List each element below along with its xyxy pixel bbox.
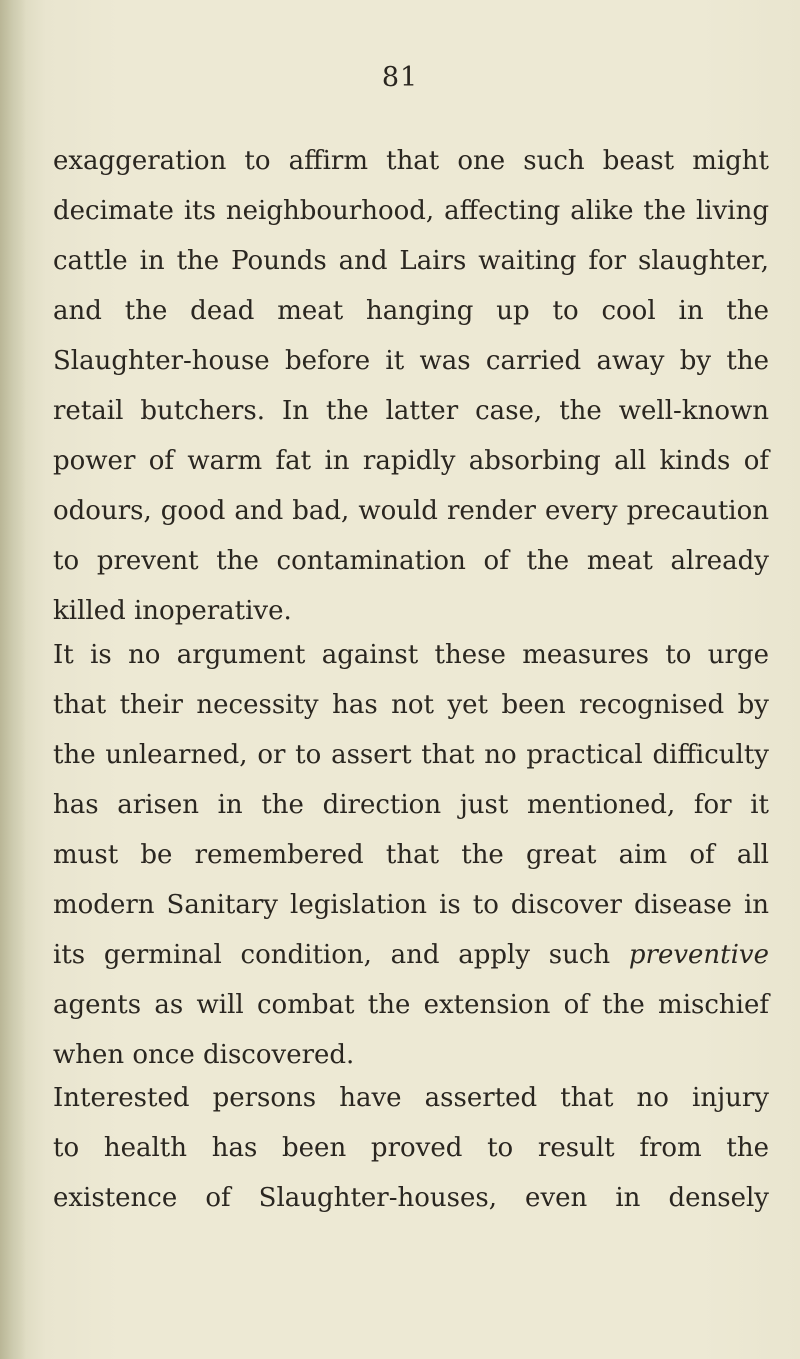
text-line: must be remembered that the great aim of all <box>53 840 769 870</box>
text-line: Slaughter-house before it was carried away by the <box>53 346 769 376</box>
binding-shadow <box>0 0 26 1359</box>
page-number: 81 <box>381 62 419 93</box>
text-line: and the dead meat hanging up to cool in the <box>53 296 769 326</box>
text-line: It is no argument against these measures to urge <box>53 640 769 670</box>
text-line: has arisen in the direction just mentioned, for it <box>53 790 769 820</box>
text-line: exaggeration to affirm that one such beast might <box>53 146 769 176</box>
text-line: retail butchers. In the latter case, the well-known <box>53 396 769 426</box>
text-line: the unlearned, or to assert that no practical difficulty <box>53 740 769 770</box>
text-line: existence of Slaughter-houses, even in densely <box>53 1183 769 1213</box>
text-line: that their necessity has not yet been recognised by <box>53 690 769 720</box>
text-line: killed inoperative. <box>53 596 292 626</box>
italic-word: preventive <box>628 940 770 970</box>
paragraph-2 <box>53 630 769 1080</box>
text-line-with-italic <box>53 930 769 980</box>
text-line: modern Sanitary legislation is to discover disease in <box>53 890 769 920</box>
text-line: Interested persons have asserted that no injury <box>53 1083 769 1113</box>
text-line: decimate its neighbourhood, affecting alike the living <box>53 196 769 226</box>
text-line: odours, good and bad, would render every precaution <box>53 496 769 526</box>
paragraph-3 <box>53 1073 769 1223</box>
text-line: power of warm fat in rapidly absorbing all kinds of <box>53 446 769 476</box>
text-line: when once discovered. <box>53 1040 355 1070</box>
text-fragment: its germinal condition, and apply such <box>53 940 611 970</box>
paragraph-1 <box>53 136 769 636</box>
text-line: agents as will combat the extension of the mischief <box>53 990 769 1020</box>
text-line: to prevent the contamination of the meat already <box>53 546 769 576</box>
text-line: to health has been proved to result from the <box>53 1133 769 1163</box>
text-line: cattle in the Pounds and Lairs waiting for slaughter, <box>53 246 769 276</box>
